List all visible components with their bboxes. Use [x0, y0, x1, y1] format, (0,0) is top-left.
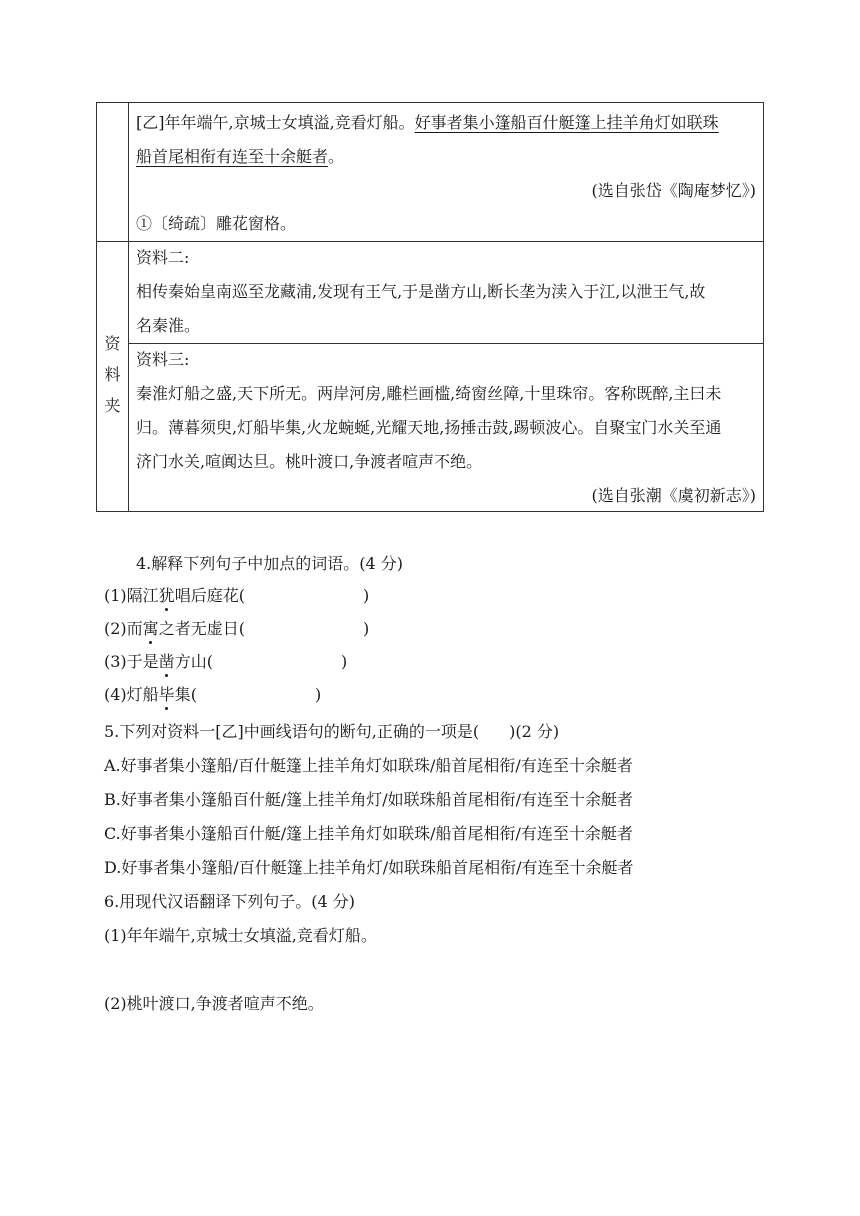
- q5-option-d[interactable]: D.好事者集小篷船/百什艇篷上挂羊角灯/如联珠船首尾相衔/有连至十余艇者: [104, 858, 634, 877]
- q4-item-4: (4)灯船毕集( ): [104, 685, 322, 704]
- material-one-source: (选自张岱《陶庵梦忆》): [591, 181, 756, 200]
- dotted-word: 犹: [158, 586, 175, 605]
- q4-item-1: (1)隔江犹唱后庭花( ): [104, 586, 370, 605]
- material-three-heading: 资料三:: [136, 350, 190, 369]
- dotted-word: 毕: [158, 685, 175, 704]
- q4-stem: 4.解释下列句子中加点的词语。(4 分): [136, 554, 404, 573]
- table-row-divider-inner: [128, 343, 763, 344]
- material-two-line1: 相传秦始皇南巡至龙藏浦,发现有王气,于是凿方山,断长垄为渎入于江,以泄王气,故: [136, 282, 706, 301]
- q5-option-c[interactable]: C.好事者集小篷船百什艇/篷上挂羊角灯如联珠/船首尾相衔/有连至十余艇者: [104, 824, 633, 843]
- dotted-word: 凿: [158, 652, 175, 671]
- underlined-sentence-part1: 好事者集小篷船百什艇篷上挂羊角灯如联珠: [414, 113, 719, 132]
- material-three-line3: 济门水关,喧阗达旦。桃叶渡口,争渡者喧声不绝。: [136, 452, 483, 471]
- material-three-line2: 归。薄暮须臾,灯船毕集,火龙蜿蜒,光耀天地,扬捶击鼓,踢顿波心。自聚宝门水关至通: [136, 418, 722, 437]
- material-three-source: (选自张潮《虞初新志》): [591, 486, 756, 505]
- side-label-char: 料: [104, 365, 121, 384]
- side-label-char: 夹: [104, 396, 121, 415]
- material-three-line1: 秦淮灯船之盛,天下所无。两岸河房,雕栏画槛,绮窗丝障,十里珠帘。客称既醉,主曰未: [136, 384, 722, 403]
- material-one-line2: 船首尾相衔有连至十余艇者。: [136, 147, 345, 166]
- underlined-sentence-part2: 船首尾相衔有连至十余艇者: [136, 147, 329, 166]
- table-row-divider: [97, 241, 763, 242]
- table-column-divider: [128, 103, 129, 511]
- q5-option-b[interactable]: B.好事者集小篷船百什艇/篷上挂羊角灯/如联珠船首尾相衔/有连至十余艇者: [104, 790, 634, 809]
- material-one-note: ①〔绮疏〕雕花窗格。: [136, 214, 297, 233]
- q4-item-2: (2)而寓之者无虚日( ): [104, 619, 370, 638]
- q6-item-2: (2)桃叶渡口,争渡者喧声不绝。: [104, 994, 324, 1013]
- q6-item-1: (1)年年端午,京城士女填溢,竞看灯船。: [104, 926, 377, 945]
- material-two-line2: 名秦淮。: [136, 316, 201, 335]
- material-one-line1: [乙]年年端午,京城士女填溢,竞看灯船。好事者集小篷船百什艇篷上挂羊角灯如联珠: [136, 113, 719, 132]
- q6-stem: 6.用现代汉语翻译下列句子。(4 分): [104, 892, 356, 911]
- q5-stem: 5.下列对资料一[乙]中画线语句的断句,正确的一项是( )(2 分): [104, 722, 560, 741]
- q4-item-3: (3)于是凿方山( ): [104, 652, 348, 671]
- q5-option-a[interactable]: A.好事者集小篷船/百什艇篷上挂羊角灯如联珠/船首尾相衔/有连至十余艇者: [104, 756, 633, 775]
- material-two-heading: 资料二:: [136, 248, 190, 267]
- side-label-char: 资: [104, 334, 121, 353]
- dotted-word: 寓: [142, 619, 159, 638]
